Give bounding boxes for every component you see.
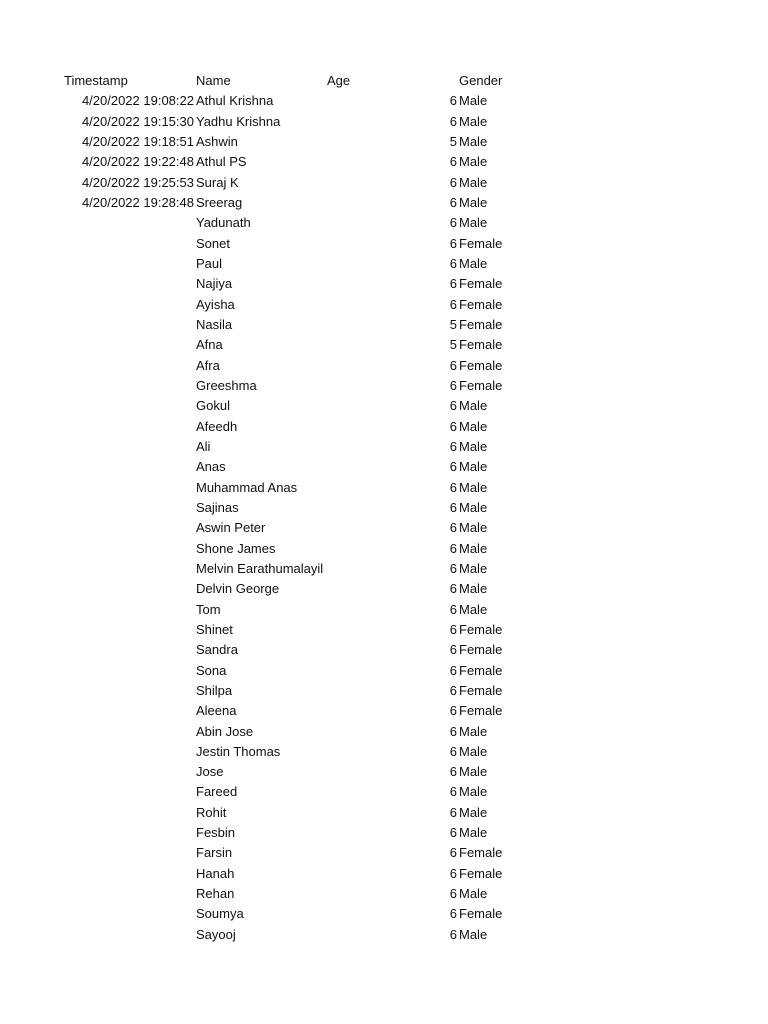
- table-row: [0, 864, 768, 884]
- name-cell: Yadhu Krishna: [196, 113, 281, 129]
- name-cell: Afra: [196, 357, 220, 373]
- name-cell: Sandra: [196, 642, 238, 658]
- name-cell: Sonet: [196, 235, 230, 251]
- table-row: [0, 173, 768, 193]
- table-row: [0, 295, 768, 315]
- table-row: [0, 396, 768, 416]
- table-row: [0, 782, 768, 802]
- age-cell: 6: [449, 845, 457, 861]
- name-cell: Suraj K: [196, 174, 239, 190]
- age-cell: 6: [449, 886, 457, 902]
- gender-cell: Male: [459, 804, 488, 820]
- table-row: [0, 376, 768, 396]
- gender-cell: Male: [459, 601, 488, 617]
- name-cell: Delvin George: [196, 581, 280, 597]
- timestamp-cell: 4/20/2022 19:08:22: [81, 93, 194, 109]
- age-cell: 6: [449, 906, 457, 922]
- age-cell: 6: [449, 357, 457, 373]
- gender-cell: Female: [459, 235, 503, 251]
- gender-cell: Male: [459, 459, 488, 475]
- age-cell: 6: [449, 194, 457, 210]
- age-cell: 6: [449, 703, 457, 719]
- gender-cell: Male: [459, 540, 488, 556]
- age-cell: 6: [449, 296, 457, 312]
- table-row: [0, 579, 768, 599]
- age-cell: 6: [449, 418, 457, 434]
- gender-cell: Female: [459, 337, 503, 353]
- gender-cell: Female: [459, 377, 503, 393]
- gender-cell: Female: [459, 621, 503, 637]
- age-cell: 6: [449, 825, 457, 841]
- gender-cell: Female: [459, 316, 503, 332]
- table-row: [0, 335, 768, 355]
- table-row: [0, 884, 768, 904]
- table-row: [0, 213, 768, 233]
- name-cell: Rehan: [196, 886, 235, 902]
- age-cell: 6: [449, 764, 457, 780]
- table-row: [0, 762, 768, 782]
- name-cell: Sayooj: [196, 926, 236, 942]
- name-cell: Sajinas: [196, 499, 239, 515]
- name-cell: Athul Krishna: [196, 93, 274, 109]
- table-row: [0, 823, 768, 843]
- age-cell: 6: [449, 255, 457, 271]
- gender-cell: Male: [459, 520, 488, 536]
- name-cell: Muhammad Anas: [196, 479, 298, 495]
- table-row: [0, 904, 768, 924]
- table-row: [0, 498, 768, 518]
- name-cell: Yadunath: [196, 215, 251, 231]
- age-cell: 6: [449, 642, 457, 658]
- age-cell: 6: [449, 926, 457, 942]
- name-cell: Ayisha: [196, 296, 235, 312]
- name-cell: Sreerag: [196, 194, 243, 210]
- name-cell: Abin Jose: [196, 723, 254, 739]
- age-cell: 5: [449, 316, 457, 332]
- name-cell: Shone James: [196, 540, 276, 556]
- gender-cell: Male: [459, 886, 488, 902]
- age-cell: 6: [449, 662, 457, 678]
- table-row: [0, 112, 768, 132]
- gender-cell: Male: [459, 764, 488, 780]
- gender-cell: Male: [459, 154, 488, 170]
- table-row: [0, 661, 768, 681]
- table-row: [0, 722, 768, 742]
- table-row: [0, 274, 768, 294]
- table-row: [0, 193, 768, 213]
- table-row: [0, 437, 768, 457]
- table-row: [0, 152, 768, 172]
- table-row: [0, 681, 768, 701]
- age-cell: 6: [449, 520, 457, 536]
- timestamp-cell: 4/20/2022 19:25:53: [81, 174, 194, 190]
- name-cell: Soumya: [196, 906, 244, 922]
- gender-cell: Female: [459, 276, 503, 292]
- gender-cell: Male: [459, 113, 488, 129]
- name-cell: Ali: [196, 438, 211, 454]
- name-cell: Anas: [196, 459, 226, 475]
- age-cell: 5: [449, 337, 457, 353]
- timestamp-cell: 4/20/2022 19:22:48: [81, 154, 194, 170]
- gender-cell: Male: [459, 438, 488, 454]
- age-cell: 6: [449, 215, 457, 231]
- gender-cell: Male: [459, 926, 488, 942]
- name-cell: Fesbin: [196, 825, 236, 841]
- gender-cell: Male: [459, 418, 488, 434]
- gender-cell: Male: [459, 723, 488, 739]
- header-gender: Gender: [459, 73, 503, 88]
- name-cell: Hanah: [196, 865, 235, 881]
- table-row: [0, 559, 768, 579]
- name-cell: Gokul: [196, 398, 230, 414]
- gender-cell: Male: [459, 174, 488, 190]
- name-cell: Afeedh: [196, 418, 238, 434]
- age-cell: 6: [449, 479, 457, 495]
- table-row: [0, 234, 768, 254]
- gender-cell: Female: [459, 865, 503, 881]
- age-cell: 6: [449, 499, 457, 515]
- gender-cell: Male: [459, 560, 488, 576]
- name-cell: Aleena: [196, 703, 237, 719]
- gender-cell: Male: [459, 479, 488, 495]
- timestamp-cell: 4/20/2022 19:18:51: [81, 133, 194, 149]
- table-row: [0, 803, 768, 823]
- gender-cell: Female: [459, 296, 503, 312]
- gender-cell: Female: [459, 642, 503, 658]
- table-row: [0, 457, 768, 477]
- age-cell: 6: [449, 621, 457, 637]
- age-cell: 6: [449, 601, 457, 617]
- name-cell: Sona: [196, 662, 227, 678]
- name-cell: Afna: [196, 337, 223, 353]
- age-cell: 5: [449, 133, 457, 149]
- name-cell: Greeshma: [196, 377, 257, 393]
- gender-cell: Female: [459, 703, 503, 719]
- age-cell: 6: [449, 540, 457, 556]
- gender-cell: Female: [459, 906, 503, 922]
- gender-cell: Male: [459, 398, 488, 414]
- age-cell: 6: [449, 398, 457, 414]
- name-cell: Paul: [196, 255, 223, 271]
- gender-cell: Male: [459, 499, 488, 515]
- table-row: [0, 478, 768, 498]
- name-cell: Rohit: [196, 804, 227, 820]
- name-cell: Shinet: [196, 621, 233, 637]
- header-age: Age: [327, 73, 351, 88]
- name-cell: Najiya: [196, 276, 233, 292]
- name-cell: Tom: [196, 601, 221, 617]
- timestamp-cell: 4/20/2022 19:28:48: [81, 194, 194, 210]
- name-cell: Melvin Earathumalayil: [196, 560, 324, 576]
- table-row: [0, 356, 768, 376]
- gender-cell: Male: [459, 825, 488, 841]
- table-row: [0, 620, 768, 640]
- name-cell: Jose: [196, 764, 224, 780]
- table-row: [0, 640, 768, 660]
- table-row: [0, 132, 768, 152]
- table-row: [0, 600, 768, 620]
- table-row: [0, 91, 768, 111]
- name-cell: Nasila: [196, 316, 233, 332]
- age-cell: 6: [449, 154, 457, 170]
- header-row: [0, 71, 768, 91]
- table-row: [0, 701, 768, 721]
- age-cell: 6: [449, 723, 457, 739]
- name-cell: Athul PS: [196, 154, 247, 170]
- table-row: [0, 254, 768, 274]
- table-row: [0, 417, 768, 437]
- age-cell: 6: [449, 459, 457, 475]
- age-cell: 6: [449, 174, 457, 190]
- gender-cell: Female: [459, 682, 503, 698]
- gender-cell: Male: [459, 93, 488, 109]
- age-cell: 6: [449, 784, 457, 800]
- spreadsheet-table: [0, 71, 768, 945]
- gender-cell: Male: [459, 743, 488, 759]
- name-cell: Fareed: [196, 784, 238, 800]
- gender-cell: Male: [459, 784, 488, 800]
- table-body: [0, 91, 768, 945]
- gender-cell: Female: [459, 662, 503, 678]
- age-cell: 6: [449, 377, 457, 393]
- age-cell: 6: [449, 804, 457, 820]
- age-cell: 6: [449, 865, 457, 881]
- header-timestamp: Timestamp: [64, 73, 128, 88]
- table-row: [0, 539, 768, 559]
- age-cell: 6: [449, 235, 457, 251]
- gender-cell: Male: [459, 194, 488, 210]
- table-row: [0, 843, 768, 863]
- gender-cell: Male: [459, 581, 488, 597]
- table-row: [0, 518, 768, 538]
- gender-cell: Male: [459, 255, 488, 271]
- age-cell: 6: [449, 743, 457, 759]
- gender-cell: Female: [459, 357, 503, 373]
- age-cell: 6: [449, 113, 457, 129]
- table-row: [0, 315, 768, 335]
- table-row: [0, 742, 768, 762]
- age-cell: 6: [449, 682, 457, 698]
- timestamp-cell: 4/20/2022 19:15:30: [81, 113, 194, 129]
- name-cell: Aswin Peter: [196, 520, 266, 536]
- age-cell: 6: [449, 93, 457, 109]
- name-cell: Ashwin: [196, 133, 238, 149]
- gender-cell: Female: [459, 845, 503, 861]
- age-cell: 6: [449, 560, 457, 576]
- name-cell: Shilpa: [196, 682, 233, 698]
- age-cell: 6: [449, 438, 457, 454]
- age-cell: 6: [449, 581, 457, 597]
- header-name: Name: [196, 73, 231, 88]
- name-cell: Farsin: [196, 845, 233, 861]
- name-cell: Jestin Thomas: [196, 743, 281, 759]
- gender-cell: Male: [459, 133, 488, 149]
- gender-cell: Male: [459, 215, 488, 231]
- table-row: [0, 925, 768, 945]
- age-cell: 6: [449, 276, 457, 292]
